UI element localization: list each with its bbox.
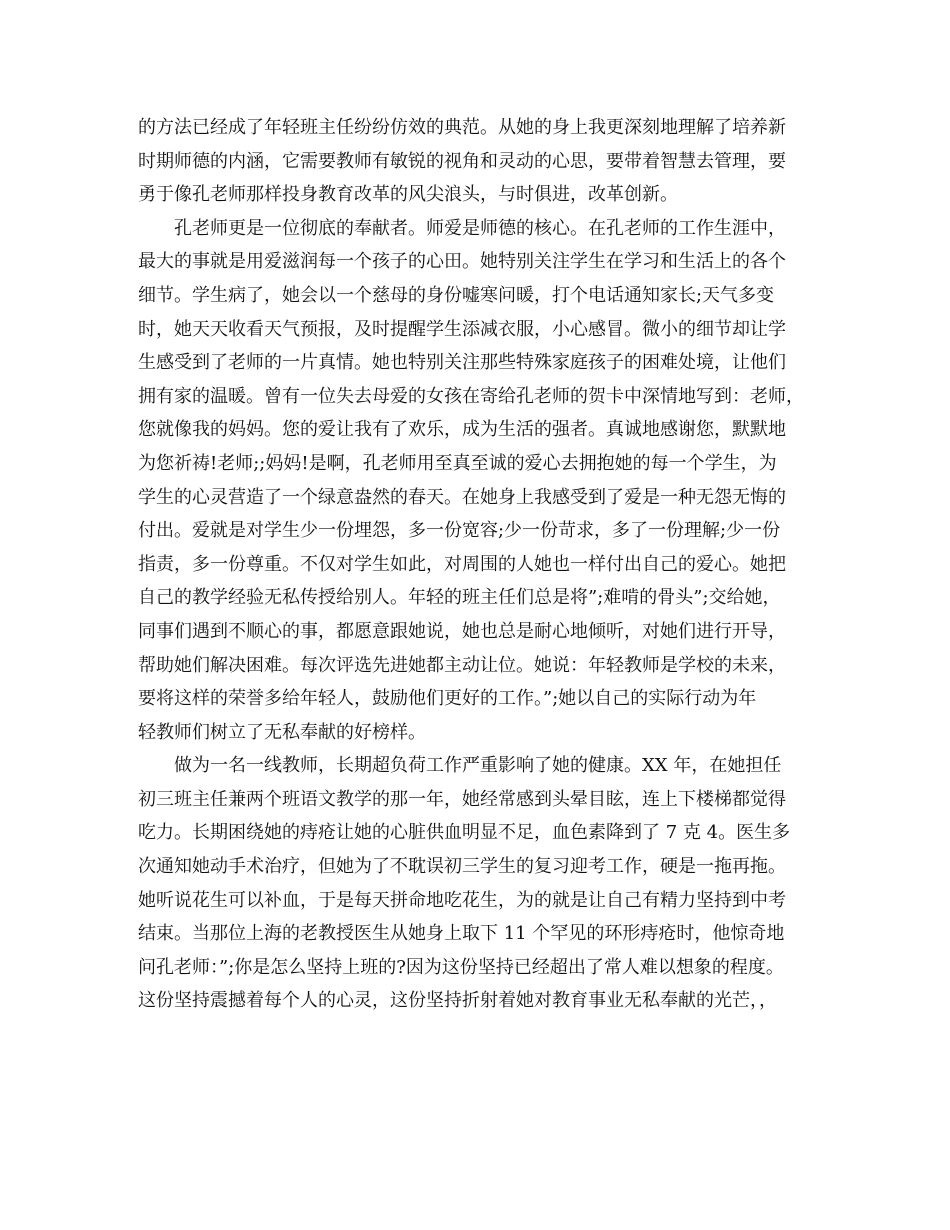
text-line: 拥有家的温暖。曾有一位失去母爱的女孩在寄给孔老师的贺卡中深情地写到：老师， [138, 385, 804, 407]
text-line: 指责，多一份尊重。不仅对学生如此，对周围的人她也一样付出自己的爱心。她把 [138, 553, 786, 575]
text-line: 她听说花生可以补血，于是每天拼命地吃花生，为的就是让自己有精力坚持到中考 [138, 889, 786, 911]
text-line: 次通知她动手术治疗，但她为了不耽误初三学生的复习迎考工作，硬是一拖再拖。 [138, 856, 786, 878]
text-line: 付出。爱就是对学生少一份埋怨，多一份宽容;少一份苛求，多了一份理解;少一份 [138, 520, 781, 542]
text-line: 时，她天天收看天气预报，及时提醒学生添减衣服，小心感冒。微小的细节却让学 [138, 318, 786, 340]
text-line: 您就像我的妈妈。您的爱让我有了欢乐，成为生活的强者。真诚地感谢您，默默地 [138, 419, 786, 441]
text-line: 细节。学生病了，她会以一个慈母的身份嘘寒问暖，打个电话通知家长;天气多变 [138, 284, 775, 306]
text-line: 这份坚持震撼着每个人的心灵，这份坚持折射着她对教育事业无私奉献的光芒，， [138, 990, 777, 1012]
text-line: 孔老师更是一位彻底的奉献者。师爱是师德的核心。在孔老师的工作生涯中， [174, 217, 786, 239]
text-line: 帮助她们解决困难。每次评选先进她都主动让位。她说：年轻教师是学校的未来， [138, 654, 786, 676]
text-line: 勇于像孔老师那样投身教育改革的风尖浪头，与时俱进，改革创新。 [138, 184, 678, 206]
text-line: 轻教师们树立了无私奉献的好榜样。 [138, 721, 426, 743]
text-line: 学生的心灵营造了一个绿意盎然的春天。在她身上我感受到了爱是一种无怨无悔的 [138, 486, 786, 508]
text-line: 的方法已经成了年轻班主任纷纷仿效的典范。从她的身上我更深刻地理解了培养新 [138, 117, 786, 138]
text-line: 时期师德的内涵，它需要教师有敏锐的视角和灵动的心思，要带着智慧去管理，要 [138, 150, 786, 172]
text-line: 吃力。长期困绕她的痔疮让她的心脏供血明显不足，血色素降到了 7 克 4。医生多 [138, 822, 791, 844]
document-body [138, 111, 838, 1018]
text-line: 做为一名一线教师，长期超负荷工作严重影响了她的健康。XX 年，在她担任 [174, 755, 782, 777]
text-line: 结束。当那位上海的老教授医生从她身上取下 11 个罕见的环形痔疮时，他惊奇地 [138, 923, 785, 945]
text-line: 生感受到了老师的一片真情。她也特别关注那些特殊家庭孩子的困难处境，让他们 [138, 352, 786, 374]
text-line: 自己的教学经验无私传授给别人。年轻的班主任们总是将”;难啃的骨头”;交给她， [138, 587, 781, 609]
text-line: 最大的事就是用爱滋润每一个孩子的心田。她特别关注学生在学习和生活上的各个 [138, 251, 786, 273]
text-line: 同事们遇到不顺心的事，都愿意跟她说，她也总是耐心地倾听，对她们进行开导， [138, 620, 786, 642]
text-line: 为您祈祷!老师;;妈妈!是啊，孔老师用至真至诚的爱心去拥抱她的每一个学生，为 [138, 452, 777, 474]
text-line: 问孔老师：”;你是怎么坚持上班的?因为这份坚持已经超出了常人难以想象的程度。 [138, 956, 784, 978]
text-line: 要将这样的荣誉多给年轻人，鼓励他们更好的工作。”;她以自己的实际行动为年 [138, 688, 757, 710]
text-line: 初三班主任兼两个班语文教学的那一年，她经常感到头晕目眩，连上下楼梯都觉得 [138, 788, 786, 810]
